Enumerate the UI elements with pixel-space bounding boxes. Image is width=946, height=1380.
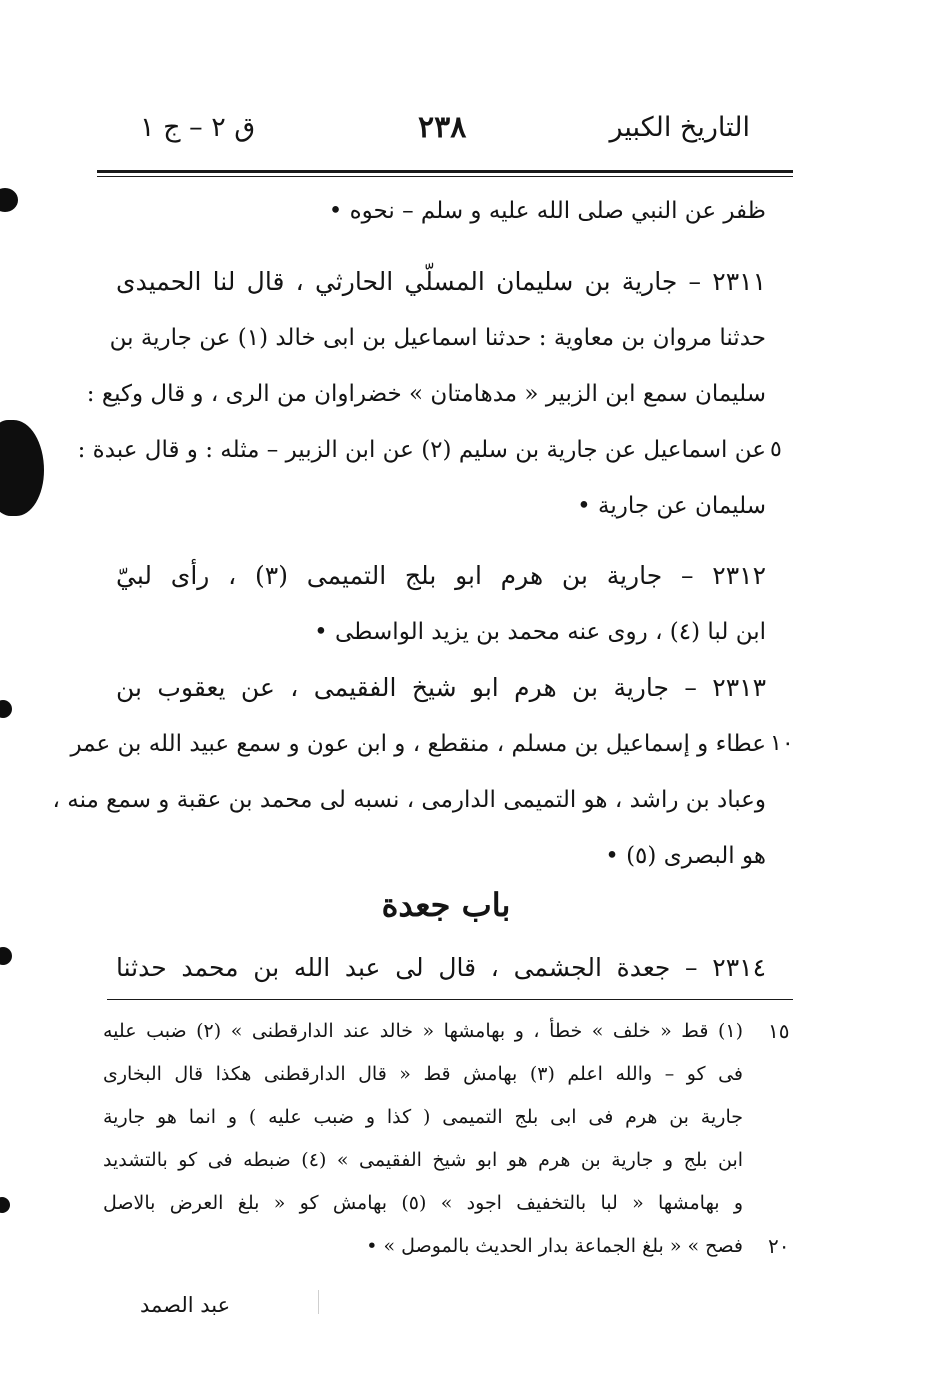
text-line-8: ابن لبا (٤) ، روى عنه محمد بن يزيد الواسطى • xyxy=(314,619,766,645)
ink-blot xyxy=(0,188,18,212)
footnote-line-number-15: ١٥ xyxy=(768,1019,790,1043)
footnote-line-number-20: ٢٠ xyxy=(768,1234,790,1258)
text-line-10: عطاء و إسماعيل بن مسلم ، منقطع ، و ابن عون و سمع عبيد الله بن عمر xyxy=(70,731,766,757)
text-line-11: وعباد بن راشد ، هو التميمى الدارمى ، نسبه لى محمد بن عقبة و سمع منه ، xyxy=(52,787,766,813)
footnote-line-1: (١) قط « خلف » خطأ ، و بهامشها « خالد عند الدارقطنى » (٢) ضبب عليه xyxy=(103,1020,743,1042)
footnote-line-5: و بهامشها « لبا بالتخفيف اجود » (٥) بهامش كو « بلغ العرض بالاصل xyxy=(103,1192,743,1214)
footnote-rule xyxy=(107,999,793,1000)
footnote-line-6: فصح » « بلغ الجماعة بدار الحديث بالموصل » • xyxy=(366,1235,743,1257)
ink-blot xyxy=(0,1197,10,1213)
volume-signature: ق ٢ – ج ١ xyxy=(140,112,256,143)
footnote-line-4: ابن بلج و جارية بن هرم هو ابو شيخ الفقيمى » (٤) ضبطه فى كو بالتشديد xyxy=(103,1149,744,1171)
ink-blot xyxy=(0,947,12,965)
footnote-line-3: جارية بن هرم فى ابى بلج التميمى ( كذا و ضبب عليه ) و انما هو جارية xyxy=(103,1106,743,1128)
footnote-line-2: فى كو – والله اعلم (٣) بهامش قط « قال الدارقطنى هكذا قال البخارى xyxy=(103,1063,743,1085)
text-line-4: سليمان سمع ابن الزبير « مدهامتان » خضراوان من الرى ، و قال وكيع : xyxy=(86,381,766,407)
header-rule-thick xyxy=(97,170,793,173)
text-line-3: حدثنا مروان بن معاوية : حدثنا اسماعيل بن ابى خالد (١) عن جارية بن xyxy=(109,325,766,351)
printer-signature: عبد الصمد xyxy=(140,1293,231,1317)
entry-2311-line: ٢٣١١ – جارية بن سليمان المسلّي الحارثي ، قال لنا الحميدى xyxy=(116,267,766,296)
section-heading: باب جعدة xyxy=(381,886,511,924)
text-line-6: سليمان عن جارية • xyxy=(577,493,766,519)
ink-blot xyxy=(0,420,44,516)
running-title: التاريخ الكبير xyxy=(609,112,750,143)
entry-2312-line: ٢٣١٢ – جارية بن هرم ابو بلج التميمى (٣) ، رأى لبيّ xyxy=(116,561,766,590)
entry-2313-line: ٢٣١٣ – جارية بن هرم ابو شيخ الفقيمى ، عن يعقوب بن xyxy=(116,673,766,702)
line-number-10: ١٠ xyxy=(770,731,794,756)
text-line-1: ظفر عن النبي صلى الله عليه و سلم – نحوه • xyxy=(328,198,766,224)
header-rule-thin xyxy=(97,176,793,177)
page-number: ٢٣٨ xyxy=(418,110,467,145)
margin-tick xyxy=(318,1290,319,1314)
line-number-5: ٥ xyxy=(770,437,782,462)
ink-blot xyxy=(0,700,12,718)
text-line-12: هو البصرى (٥) • xyxy=(605,843,766,869)
text-line-5: عن اسماعيل عن جارية بن سليم (٢) عن ابن الزبير – مثله : و قال عبدة : xyxy=(77,437,766,463)
entry-2314-line: ٢٣١٤ – جعدة الجشمى ، قال لى عبد الله بن محمد حدثنا xyxy=(116,953,766,982)
